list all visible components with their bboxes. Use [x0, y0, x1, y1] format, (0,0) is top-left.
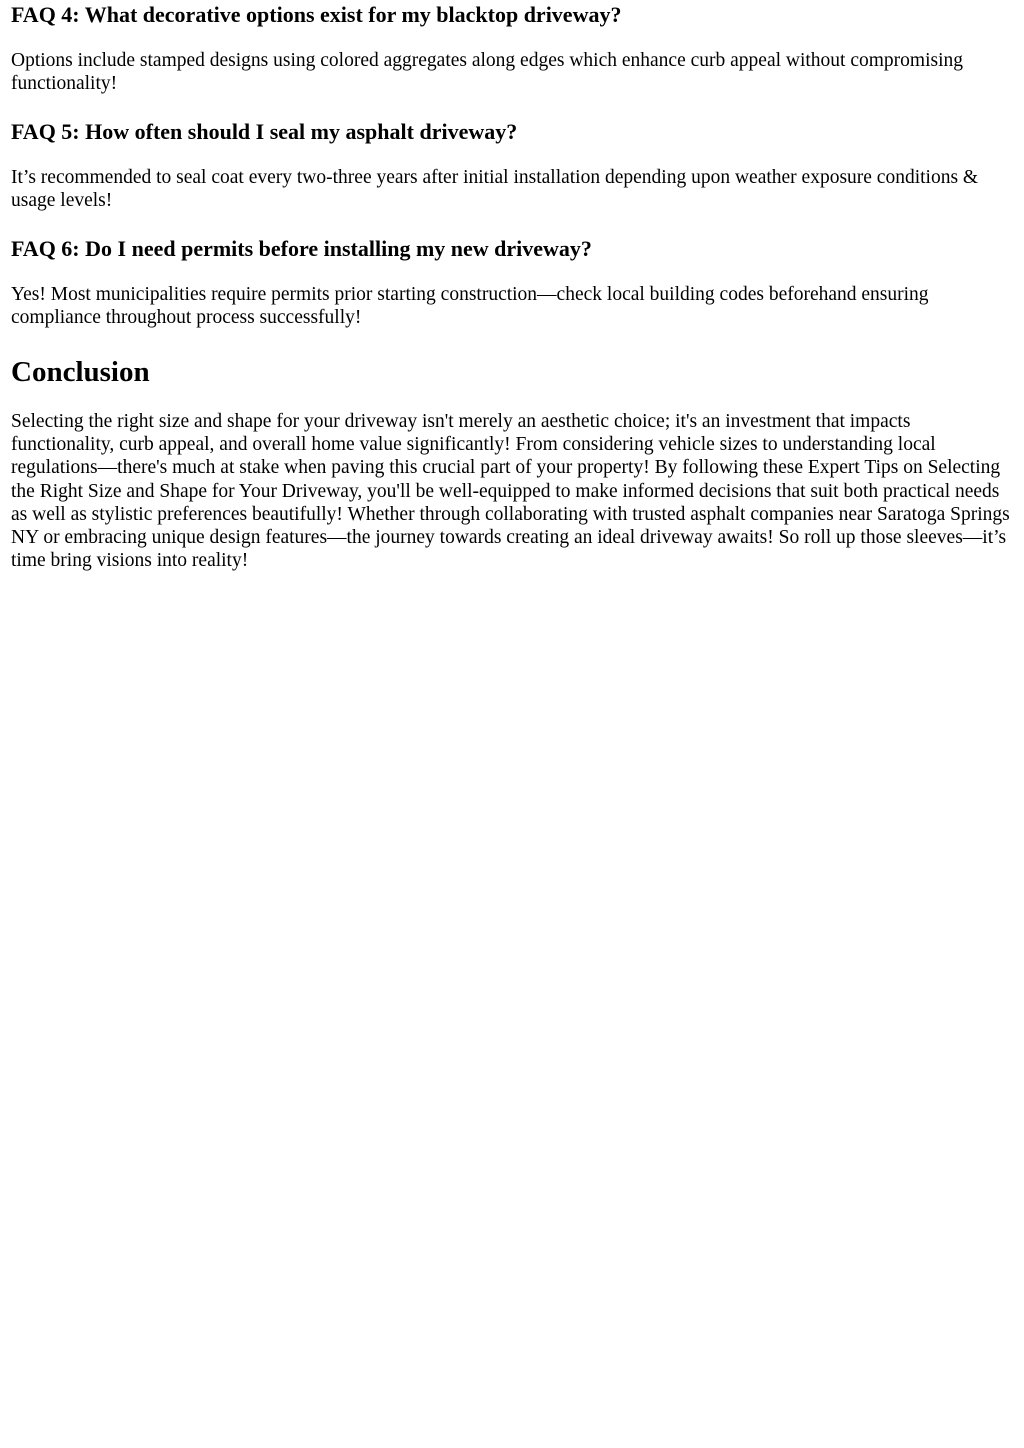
conclusion-paragraph: Selecting the right size and shape for your driveway isn't merely an aesthetic choice; it's an investment that impacts functionality, curb appeal, and overall home value significantly! From considering vehicle sizes to understanding local regulations—there's much at stake when paving this crucial part of your property! By following these Expert Tips on Selecting the Right Size and Shape for Your Driveway, you'll be well-equipped to make informed decisions that suit both practical needs as well as stylistic preferences beautifully! Whether through collaborating with trusted asphalt companies near Saratoga Springs NY or embracing unique design features—the journey towards creating an ideal driveway awaits! So roll up those sleeves—it’s time bring visions into reality! — [11, 411, 1010, 572]
faq-5-question: FAQ 5: How often should I seal my asphalt driveway? — [11, 119, 518, 144]
faq-6-question: FAQ 6: Do I need permits before installing my new driveway? — [11, 236, 592, 261]
article-content — [0, 2, 1024, 572]
faq-4-answer: Options include stamped designs using colored aggregates along edges which enhance curb appeal without compromising functionality! — [11, 50, 964, 94]
faq-5-answer: It’s recommended to seal coat every two-three years after initial installation depending upon weather exposure conditions & usage levels! — [11, 167, 979, 211]
faq-6-answer: Yes! Most municipalities require permits prior starting construction—check local building codes beforehand ensuring compliance throughout process successfully! — [11, 284, 929, 328]
faq-4-question: FAQ 4: What decorative options exist for my blacktop driveway? — [11, 2, 622, 27]
conclusion-heading: Conclusion — [11, 356, 150, 388]
